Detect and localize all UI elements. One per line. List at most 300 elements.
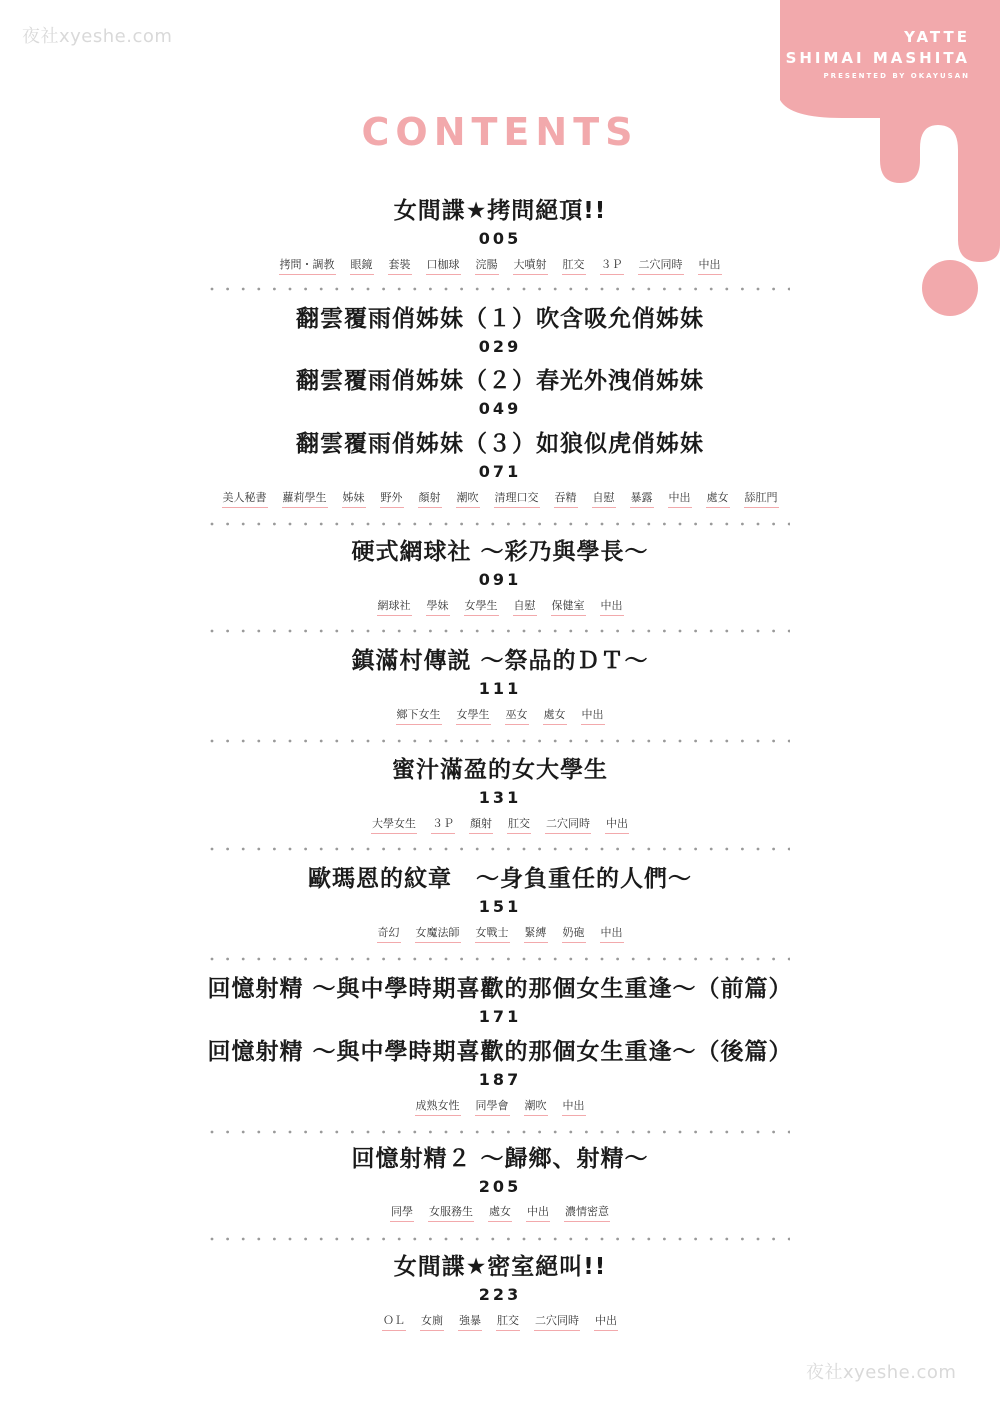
divider-dot — [335, 288, 338, 291]
divider-dot — [398, 288, 401, 291]
divider-dot — [257, 630, 260, 633]
divider-dot — [507, 1238, 510, 1241]
divider-dot — [429, 958, 432, 961]
divider-dot — [351, 958, 354, 961]
divider-dot — [632, 740, 635, 743]
divider-dot — [694, 523, 697, 526]
tag-list — [0, 816, 1000, 834]
divider-dot — [523, 1131, 526, 1134]
divider-dot — [757, 958, 760, 961]
divider-dot — [273, 1238, 276, 1241]
divider-dot — [398, 1131, 401, 1134]
divider-dot — [710, 958, 713, 961]
divider-dot — [569, 1238, 572, 1241]
dotted-divider — [210, 1237, 790, 1241]
divider-dot — [632, 1238, 635, 1241]
divider-dot — [616, 1131, 619, 1134]
divider-dot — [788, 1131, 790, 1134]
divider-dot — [538, 740, 541, 743]
toc-entry[interactable] — [0, 755, 1000, 809]
divider-dot — [663, 288, 666, 291]
dotted-divider — [210, 1130, 790, 1134]
divider-dot — [211, 523, 214, 526]
divider-dot — [679, 958, 682, 961]
divider-dot — [694, 288, 697, 291]
divider-dot — [710, 1131, 713, 1134]
divider-dot — [710, 740, 713, 743]
divider-dot — [242, 523, 245, 526]
divider-dot — [413, 1238, 416, 1241]
divider-dot — [289, 288, 292, 291]
divider-dot — [585, 848, 588, 851]
divider-dot — [523, 523, 526, 526]
divider-dot — [491, 630, 494, 633]
tag: 女學生 — [464, 598, 499, 616]
tag: 拷問・調教 — [279, 257, 336, 275]
divider-dot — [772, 1131, 775, 1134]
tag: 中出 — [600, 598, 624, 616]
tag: 潮吹 — [524, 1098, 548, 1116]
divider-dot — [647, 288, 650, 291]
page-number: 151 — [478, 897, 522, 916]
divider-dot — [398, 1238, 401, 1241]
page-number: 205 — [478, 1177, 522, 1196]
divider-dot — [242, 848, 245, 851]
divider-dot — [694, 740, 697, 743]
divider-dot — [725, 958, 728, 961]
page-number: 131 — [478, 788, 522, 807]
divider-dot — [523, 1238, 526, 1241]
divider-dot — [507, 958, 510, 961]
story-title: 歐瑪恩的紋章 ～身負重任的人們～ — [308, 866, 692, 892]
divider-dot — [601, 740, 604, 743]
divider-dot — [772, 848, 775, 851]
divider-dot — [304, 630, 307, 633]
tag: 鄉下女生 — [396, 707, 442, 725]
tag: ＯＬ — [382, 1313, 406, 1331]
tag-list — [0, 1204, 1000, 1222]
tag: 中出 — [594, 1313, 618, 1331]
divider-dot — [211, 848, 214, 851]
divider-dot — [273, 523, 276, 526]
divider-dot — [257, 1238, 260, 1241]
tag: 套裝 — [388, 257, 412, 275]
tag: 舔肛門 — [744, 490, 779, 508]
divider-dot — [663, 848, 666, 851]
tag-list — [0, 1313, 1000, 1331]
tag: 網球社 — [377, 598, 412, 616]
divider-dot — [569, 958, 572, 961]
divider-dot — [725, 1131, 728, 1134]
divider-dot — [445, 288, 448, 291]
divider-dot — [788, 288, 790, 291]
tag: 肛交 — [562, 257, 586, 275]
divider-dot — [585, 1131, 588, 1134]
divider-dot — [616, 630, 619, 633]
divider-dot — [257, 740, 260, 743]
divider-dot — [616, 523, 619, 526]
tag: 二穴同時 — [638, 257, 684, 275]
story-title: 翻雲覆雨俏姊妹（２）春光外洩俏姊妹 — [296, 368, 704, 394]
divider-dot — [429, 1131, 432, 1134]
divider-dot — [507, 630, 510, 633]
divider-dot — [647, 848, 650, 851]
tag: 蘿莉學生 — [282, 490, 328, 508]
divider-dot — [725, 848, 728, 851]
divider-dot — [647, 740, 650, 743]
divider-dot — [460, 1238, 463, 1241]
story-title: 翻雲覆雨俏姊妹（１）吹含吸允俏姊妹 — [296, 306, 704, 332]
story-title: 女間諜★拷問絕頂!! — [393, 198, 607, 224]
tag: 中出 — [668, 490, 692, 508]
divider-dot — [507, 1131, 510, 1134]
divider-dot — [523, 848, 526, 851]
divider-dot — [772, 288, 775, 291]
divider-dot — [569, 630, 572, 633]
divider-dot — [320, 1131, 323, 1134]
tag: 中出 — [526, 1204, 550, 1222]
divider-dot — [304, 1238, 307, 1241]
toc-entry[interactable] — [0, 1252, 1000, 1306]
divider-dot — [211, 288, 214, 291]
divider-dot — [289, 848, 292, 851]
divider-dot — [211, 1238, 214, 1241]
divider-dot — [476, 523, 479, 526]
divider-dot — [226, 1238, 229, 1241]
divider-dot — [601, 848, 604, 851]
divider-dot — [382, 523, 385, 526]
divider-dot — [242, 630, 245, 633]
toc-entry[interactable] — [0, 646, 1000, 700]
divider-dot — [554, 1131, 557, 1134]
tag: 保健室 — [551, 598, 586, 616]
divider-dot — [320, 288, 323, 291]
tag: 中出 — [698, 257, 722, 275]
divider-dot — [476, 848, 479, 851]
toc-entry[interactable] — [0, 196, 1000, 250]
divider-dot — [460, 1131, 463, 1134]
divider-dot — [351, 630, 354, 633]
tag: 處女 — [706, 490, 730, 508]
divider-dot — [211, 740, 214, 743]
toc-entry[interactable] — [0, 1144, 1000, 1198]
divider-dot — [367, 523, 370, 526]
divider-dot — [710, 288, 713, 291]
divider-dot — [413, 958, 416, 961]
tag-list — [0, 257, 1000, 275]
divider-dot — [304, 740, 307, 743]
divider-dot — [460, 740, 463, 743]
toc-entry[interactable] — [0, 1037, 1000, 1091]
tag: 緊縛 — [524, 925, 548, 943]
divider-dot — [460, 848, 463, 851]
divider-dot — [289, 740, 292, 743]
divider-dot — [788, 523, 790, 526]
page-number: 187 — [478, 1070, 522, 1089]
divider-dot — [741, 288, 744, 291]
divider-dot — [382, 630, 385, 633]
divider-dot — [257, 288, 260, 291]
tag: 成熟女性 — [415, 1098, 461, 1116]
dotted-divider — [210, 847, 790, 851]
divider-dot — [429, 288, 432, 291]
tag: 顏射 — [418, 490, 442, 508]
tag: 吞精 — [554, 490, 578, 508]
divider-dot — [601, 1131, 604, 1134]
divider-dot — [585, 1238, 588, 1241]
divider-dot — [367, 288, 370, 291]
divider-dot — [445, 523, 448, 526]
divider-dot — [273, 1131, 276, 1134]
divider-dot — [273, 958, 276, 961]
divider-dot — [694, 1238, 697, 1241]
divider-dot — [429, 1238, 432, 1241]
divider-dot — [304, 523, 307, 526]
divider-dot — [757, 740, 760, 743]
divider-dot — [538, 288, 541, 291]
story-title: 翻雲覆雨俏姊妹（３）如狼似虎俏姊妹 — [296, 431, 704, 457]
divider-dot — [616, 958, 619, 961]
divider-dot — [585, 958, 588, 961]
divider-dot — [710, 630, 713, 633]
divider-dot — [632, 630, 635, 633]
divider-dot — [289, 958, 292, 961]
tag: 奇幻 — [377, 925, 401, 943]
divider-dot — [413, 288, 416, 291]
divider-dot — [226, 523, 229, 526]
divider-dot — [335, 523, 338, 526]
contents-heading: CONTENTS — [361, 110, 639, 154]
tag: 大學女生 — [371, 816, 417, 834]
divider-dot — [289, 1131, 292, 1134]
divider-dot — [538, 1131, 541, 1134]
divider-dot — [226, 848, 229, 851]
divider-dot — [226, 1131, 229, 1134]
tag: ３Ｐ — [431, 816, 455, 834]
divider-dot — [569, 740, 572, 743]
brand-line-3: PRESENTED BY OKAYUSAN — [823, 72, 970, 80]
tag: 潮吹 — [456, 490, 480, 508]
divider-dot — [429, 523, 432, 526]
tag: 肛交 — [496, 1313, 520, 1331]
divider-dot — [320, 1238, 323, 1241]
divider-dot — [694, 848, 697, 851]
divider-dot — [429, 848, 432, 851]
divider-dot — [679, 523, 682, 526]
divider-dot — [476, 288, 479, 291]
divider-dot — [538, 523, 541, 526]
divider-dot — [523, 958, 526, 961]
toc-entry[interactable] — [0, 537, 1000, 591]
divider-dot — [398, 958, 401, 961]
divider-dot — [257, 848, 260, 851]
divider-dot — [554, 630, 557, 633]
divider-dot — [538, 630, 541, 633]
divider-dot — [725, 523, 728, 526]
divider-dot — [242, 740, 245, 743]
divider-dot — [320, 740, 323, 743]
divider-dot — [569, 288, 572, 291]
tag: 暴露 — [630, 490, 654, 508]
divider-dot — [710, 848, 713, 851]
tag: 學妹 — [426, 598, 450, 616]
divider-dot — [367, 630, 370, 633]
divider-dot — [289, 630, 292, 633]
divider-dot — [757, 630, 760, 633]
tag: 大噴射 — [513, 257, 548, 275]
divider-dot — [725, 1238, 728, 1241]
dotted-divider — [210, 522, 790, 526]
tag: 姊妹 — [342, 490, 366, 508]
divider-dot — [757, 523, 760, 526]
divider-dot — [211, 630, 214, 633]
divider-dot — [273, 848, 276, 851]
divider-dot — [772, 1238, 775, 1241]
divider-dot — [507, 740, 510, 743]
divider-dot — [491, 523, 494, 526]
divider-dot — [538, 1238, 541, 1241]
divider-dot — [569, 1131, 572, 1134]
divider-dot — [242, 958, 245, 961]
divider-dot — [741, 1131, 744, 1134]
divider-dot — [367, 848, 370, 851]
tag: 女服務生 — [428, 1204, 474, 1222]
page-number: 223 — [478, 1285, 522, 1304]
tag: 濃情密意 — [564, 1204, 610, 1222]
divider-dot — [663, 740, 666, 743]
story-title: 回憶射精 ～與中學時期喜歡的那個女生重逢～（前篇） — [207, 976, 793, 1002]
divider-dot — [663, 958, 666, 961]
dotted-divider — [210, 287, 790, 291]
toc-entry[interactable] — [0, 366, 1000, 420]
divider-dot — [647, 523, 650, 526]
divider-dot — [554, 848, 557, 851]
divider-dot — [725, 288, 728, 291]
watermark-top: 夜社xyeshe.com — [22, 26, 173, 47]
divider-dot — [335, 1131, 338, 1134]
divider-dot — [772, 958, 775, 961]
divider-dot — [367, 740, 370, 743]
tag: 二穴同時 — [534, 1313, 580, 1331]
divider-dot — [647, 1238, 650, 1241]
divider-dot — [382, 1238, 385, 1241]
divider-dot — [741, 1238, 744, 1241]
divider-dot — [647, 958, 650, 961]
divider-dot — [351, 288, 354, 291]
dotted-divider — [210, 629, 790, 633]
tag: 處女 — [488, 1204, 512, 1222]
divider-dot — [382, 848, 385, 851]
tag: 野外 — [380, 490, 404, 508]
brand-line-1: YATTE — [904, 28, 970, 46]
tag: 浣腸 — [475, 257, 499, 275]
divider-dot — [772, 630, 775, 633]
toc-entry[interactable] — [0, 864, 1000, 918]
toc-entry[interactable] — [0, 974, 1000, 1028]
divider-dot — [554, 958, 557, 961]
divider-dot — [632, 958, 635, 961]
divider-dot — [694, 958, 697, 961]
divider-dot — [788, 848, 790, 851]
divider-dot — [351, 740, 354, 743]
divider-dot — [351, 1131, 354, 1134]
divider-dot — [335, 740, 338, 743]
divider-dot — [679, 848, 682, 851]
tag: 強暴 — [458, 1313, 482, 1331]
divider-dot — [226, 630, 229, 633]
divider-dot — [320, 848, 323, 851]
divider-dot — [632, 523, 635, 526]
story-title: 回憶射精 ～與中學時期喜歡的那個女生重逢～（後篇） — [207, 1039, 793, 1065]
divider-dot — [335, 630, 338, 633]
tag: 顏射 — [469, 816, 493, 834]
page-number: 049 — [478, 399, 522, 418]
divider-dot — [382, 740, 385, 743]
divider-dot — [772, 740, 775, 743]
divider-dot — [429, 740, 432, 743]
divider-dot — [616, 288, 619, 291]
divider-dot — [398, 630, 401, 633]
divider-dot — [304, 958, 307, 961]
divider-dot — [554, 523, 557, 526]
page-number: 111 — [478, 679, 522, 698]
divider-dot — [304, 1131, 307, 1134]
divider-dot — [569, 848, 572, 851]
tag: 女廁 — [420, 1313, 444, 1331]
tag: 清理口交 — [494, 490, 540, 508]
divider-dot — [413, 630, 416, 633]
divider-dot — [632, 848, 635, 851]
divider-dot — [507, 288, 510, 291]
divider-dot — [788, 1238, 790, 1241]
divider-dot — [585, 740, 588, 743]
divider-dot — [757, 1238, 760, 1241]
divider-dot — [757, 848, 760, 851]
tag: 口枷球 — [426, 257, 461, 275]
divider-dot — [273, 288, 276, 291]
divider-dot — [226, 288, 229, 291]
divider-dot — [335, 1238, 338, 1241]
divider-dot — [694, 1131, 697, 1134]
divider-dot — [788, 630, 790, 633]
divider-dot — [413, 523, 416, 526]
divider-dot — [585, 523, 588, 526]
divider-dot — [538, 848, 541, 851]
divider-dot — [554, 1238, 557, 1241]
divider-dot — [679, 288, 682, 291]
divider-dot — [757, 288, 760, 291]
toc-entry[interactable] — [0, 429, 1000, 483]
toc-entry[interactable] — [0, 304, 1000, 358]
divider-dot — [273, 740, 276, 743]
page-number: 029 — [478, 337, 522, 356]
divider-dot — [367, 1238, 370, 1241]
tag: 同學 — [390, 1204, 414, 1222]
divider-dot — [476, 958, 479, 961]
divider-dot — [523, 630, 526, 633]
divider-dot — [289, 1238, 292, 1241]
divider-dot — [601, 523, 604, 526]
divider-dot — [491, 1238, 494, 1241]
divider-dot — [725, 630, 728, 633]
divider-dot — [679, 1238, 682, 1241]
divider-dot — [725, 740, 728, 743]
divider-dot — [601, 958, 604, 961]
divider-dot — [585, 288, 588, 291]
divider-dot — [772, 523, 775, 526]
tag-list — [0, 925, 1000, 943]
divider-dot — [445, 848, 448, 851]
